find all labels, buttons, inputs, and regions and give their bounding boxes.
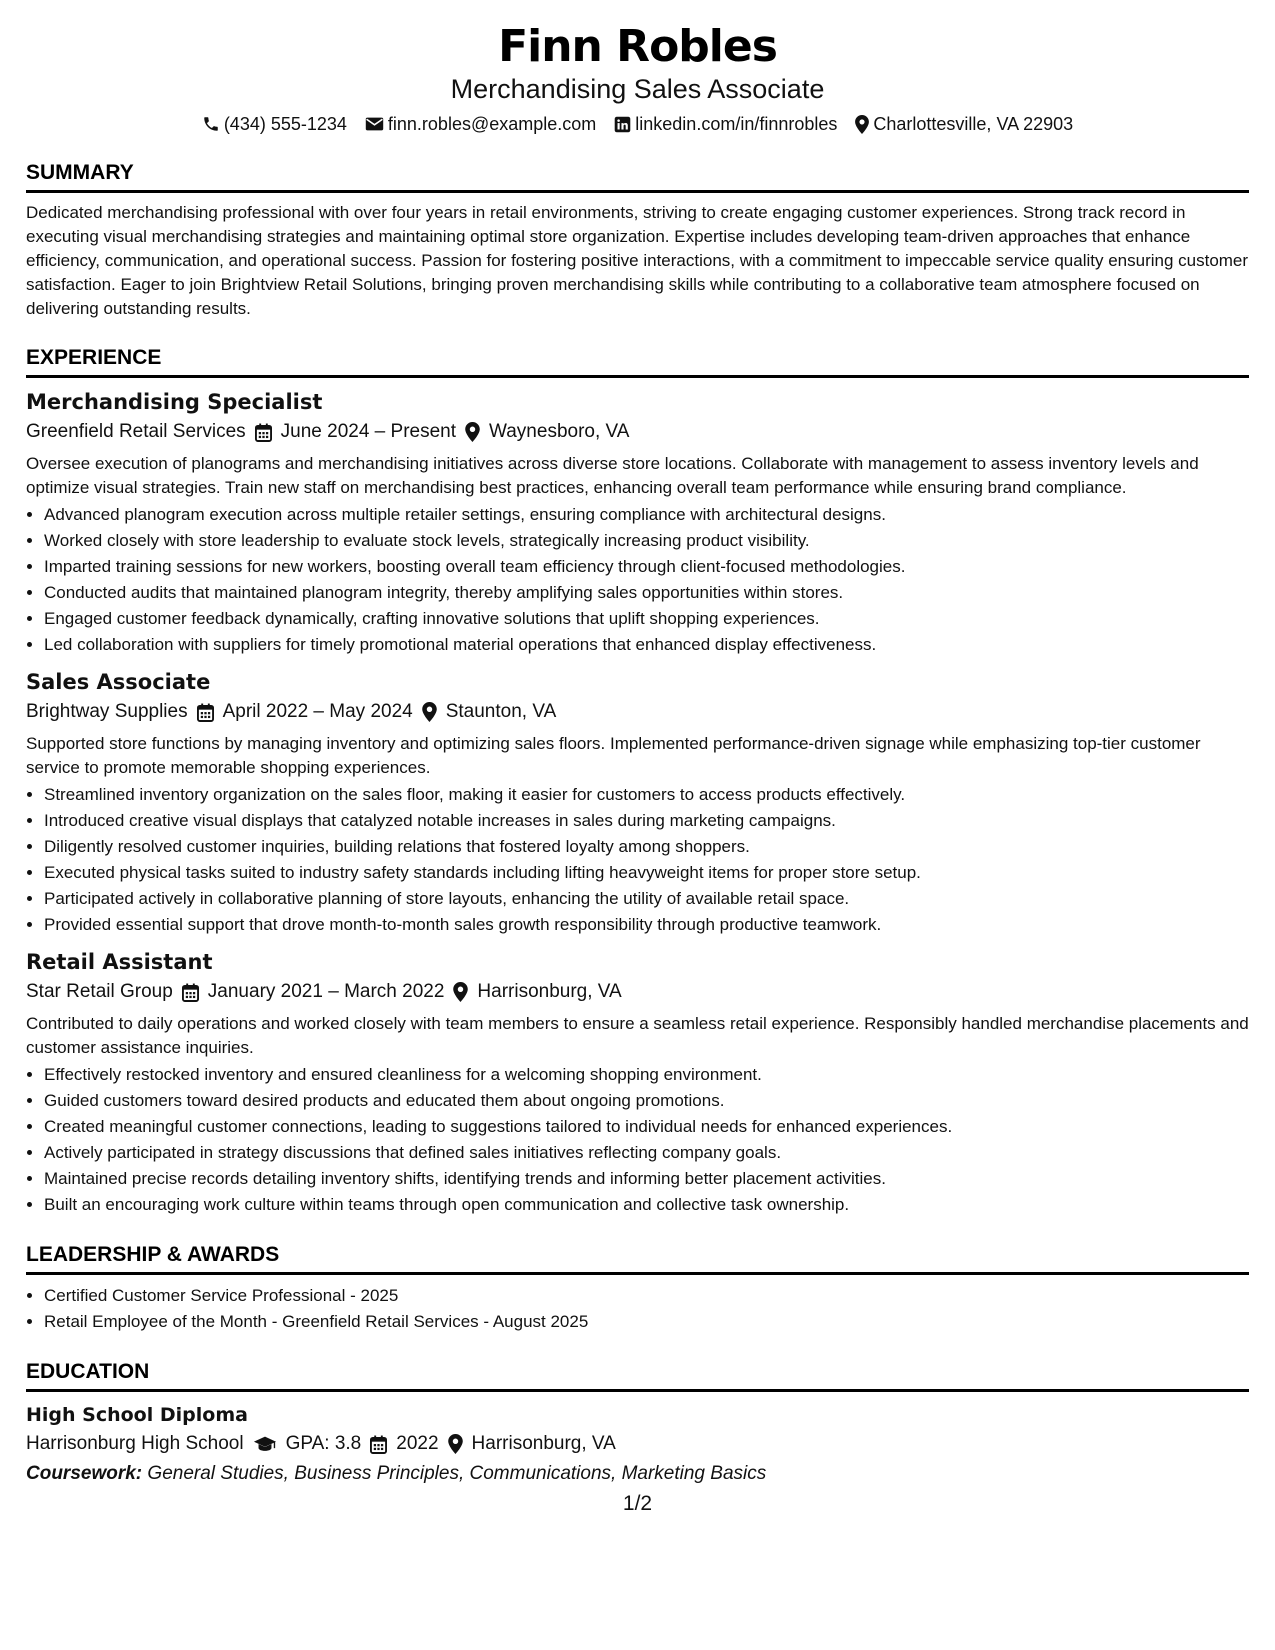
summary-text: Dedicated merchandising professional with over four years in retail environments, striving to create engaging customer experiences. Strong track record in executing visual merchandising strategies and maintaining optimal store organization. Expertise includes developing team-driven approaches that enhance efficiency, communication, and operational success. Passion for fostering positive interactions, with a commitment to impeccable service quality ensuring customer satisfaction. Eager to join Brightview Retail Solutions, bringing proven merchandising skills while contributing to a collaborative team atmosphere focused on delivering outstanding results. — [26, 203, 1249, 318]
calendar-icon — [197, 703, 214, 722]
job-bullet: • Maintained precise records detailing inventory shifts, identifying trends and informing better placement activities. — [44, 1166, 1249, 1192]
job-bullet: • Advanced planogram execution across multiple retailer settings, ensuring compliance with architectural designs. — [44, 502, 1249, 528]
job-meta — [26, 978, 1249, 1006]
job-bullet: • Effectively restocked inventory and ensured cleanliness for a welcoming shopping environment. — [44, 1062, 1249, 1088]
job-bullet: • Actively participated in strategy discussions that defined sales initiatives reflecting company goals. — [44, 1140, 1249, 1166]
summary-section — [26, 150, 1249, 321]
job-dates: January 2021 – March 2022 — [207, 981, 445, 1002]
coursework-label: Coursework: — [26, 1463, 143, 1484]
job-list — [26, 388, 1249, 1218]
degree-title: High School Diploma — [26, 1404, 248, 1426]
coursework-text: General Studies, Business Principles, Communications, Marketing Basics — [147, 1463, 767, 1484]
location-text: Charlottesville, VA 22903 — [873, 114, 1074, 134]
map-pin-icon — [465, 422, 480, 442]
job-bullet: • Guided customers toward desired products and educated them about ongoing promotions. — [44, 1088, 1249, 1114]
job-bullet: • Worked closely with store leadership to evaluate stock levels, strategically increasing product visibility. — [44, 528, 1249, 554]
experience-section — [26, 335, 1249, 1218]
contact-linkedin[interactable] — [614, 112, 837, 136]
school-location: Harrisonburg, VA — [471, 1433, 616, 1454]
map-pin-icon — [422, 702, 437, 722]
job-description: Contributed to daily operations and worked closely with team members to ensure a seamless retail experience. Responsibly handled merchandise placements and customer assistance inquiries. — [26, 1014, 1249, 1057]
job-bullet: • Participated actively in collaborative planning of store layouts, enhancing the utility of available retail space. — [44, 886, 1249, 912]
phone-text: (434) 555-1234 — [223, 114, 347, 134]
job-location: Waynesboro, VA — [489, 421, 630, 442]
awards-heading: LEADERSHIP & AWARDS — [26, 1232, 1249, 1275]
company-name: Star Retail Group — [26, 981, 173, 1002]
job-bullet: • Conducted audits that maintained planogram integrity, thereby amplifying sales opportunities within stores. — [44, 580, 1249, 606]
contact-email[interactable] — [365, 112, 596, 136]
job-dates: June 2024 – Present — [280, 421, 457, 442]
linkedin-text: linkedin.com/in/finnrobles — [635, 114, 838, 134]
candidate-name: Finn Robles — [498, 21, 777, 72]
envelope-icon — [365, 116, 384, 132]
graduation-year: 2022 — [396, 1433, 439, 1454]
job-bullet: • Diligently resolved customer inquiries, building relations that fostered loyalty among shoppers. — [44, 834, 1249, 860]
job-entry — [26, 388, 1249, 658]
job-bullets — [26, 782, 1249, 938]
job-bullets — [26, 1062, 1249, 1218]
linkedin-icon — [614, 116, 631, 133]
job-bullet: • Engaged customer feedback dynamically, crafting innovative solutions that uplift shopping experiences. — [44, 606, 1249, 632]
graduation-cap-icon — [253, 1435, 277, 1453]
map-pin-icon — [855, 115, 869, 134]
job-bullet: • Executed physical tasks suited to industry safety standards including lifting heavyweight items for proper store setup. — [44, 860, 1249, 886]
education-heading: EDUCATION — [26, 1349, 1249, 1392]
email-text: finn.robles@example.com — [387, 114, 597, 134]
page-number: 1/2 — [622, 1492, 653, 1515]
job-bullet: • Streamlined inventory organization on the sales floor, making it easier for customers to access products effectively. — [44, 782, 1249, 808]
job-location: Harrisonburg, VA — [477, 981, 622, 1002]
calendar-icon — [182, 983, 199, 1002]
job-description: Oversee execution of planograms and merchandising initiatives across diverse store locations. Collaborate with management to assess inventory levels and optimize visual strategies. Train new staff on merchandising best practices, enhancing overall team performance while ensuring brand compliance. — [26, 454, 1199, 497]
map-pin-icon — [448, 1434, 463, 1454]
job-entry — [26, 668, 1249, 938]
phone-icon — [202, 115, 220, 133]
job-title: Merchandising Specialist — [26, 390, 323, 414]
gpa-text: GPA: 3.8 — [285, 1433, 362, 1454]
company-name: Greenfield Retail Services — [26, 421, 246, 442]
calendar-icon — [370, 1435, 387, 1454]
education-section — [26, 1349, 1249, 1488]
awards-section — [26, 1232, 1249, 1335]
map-pin-icon — [453, 982, 468, 1002]
job-entry — [26, 948, 1249, 1218]
calendar-icon — [255, 423, 272, 442]
job-bullet: • Built an encouraging work culture within teams through open communication and collective task ownership. — [44, 1192, 1249, 1218]
job-bullet: • Imparted training sessions for new workers, boosting overall team efficiency through client-focused methodologies. — [44, 554, 1249, 580]
contact-location — [855, 112, 1073, 136]
job-bullet: • Provided essential support that drove month-to-month sales growth responsibility through productive teamwork. — [44, 912, 1249, 938]
school-name: Harrisonburg High School — [26, 1433, 244, 1454]
job-dates: April 2022 – May 2024 — [222, 701, 413, 722]
coursework — [26, 1460, 1249, 1488]
award-item: • Retail Employee of the Month - Greenfield Retail Services - August 2025 — [44, 1309, 1249, 1335]
resume-page — [26, 20, 1249, 1488]
experience-heading: EXPERIENCE — [26, 335, 1249, 378]
job-bullets — [26, 502, 1249, 658]
candidate-title: Merchandising Sales Associate — [450, 74, 825, 104]
job-bullet: • Led collaboration with suppliers for timely promotional material operations that enhanced display effectiveness. — [44, 632, 1249, 658]
contact-phone[interactable] — [202, 112, 347, 136]
awards-list — [26, 1283, 1249, 1335]
job-bullet: • Created meaningful customer connections, leading to suggestions tailored to individual needs for enhanced experiences. — [44, 1114, 1249, 1140]
contact-bar — [26, 112, 1249, 136]
job-location: Staunton, VA — [445, 701, 557, 722]
job-meta — [26, 698, 1249, 726]
job-title: Sales Associate — [26, 670, 211, 694]
company-name: Brightway Supplies — [26, 701, 188, 722]
award-item: • Certified Customer Service Professional - 2025 — [44, 1283, 1249, 1309]
education-meta — [26, 1430, 1249, 1458]
job-meta — [26, 418, 1249, 446]
summary-heading: SUMMARY — [26, 150, 1249, 193]
job-description: Supported store functions by managing inventory and optimizing sales floors. Implemented performance-driven signage while emphasizing top-tier customer service to promote memorable shopping experiences. — [26, 734, 1201, 777]
job-bullet: • Introduced creative visual displays that catalyzed notable increases in sales during marketing campaigns. — [44, 808, 1249, 834]
job-title: Retail Assistant — [26, 950, 213, 974]
